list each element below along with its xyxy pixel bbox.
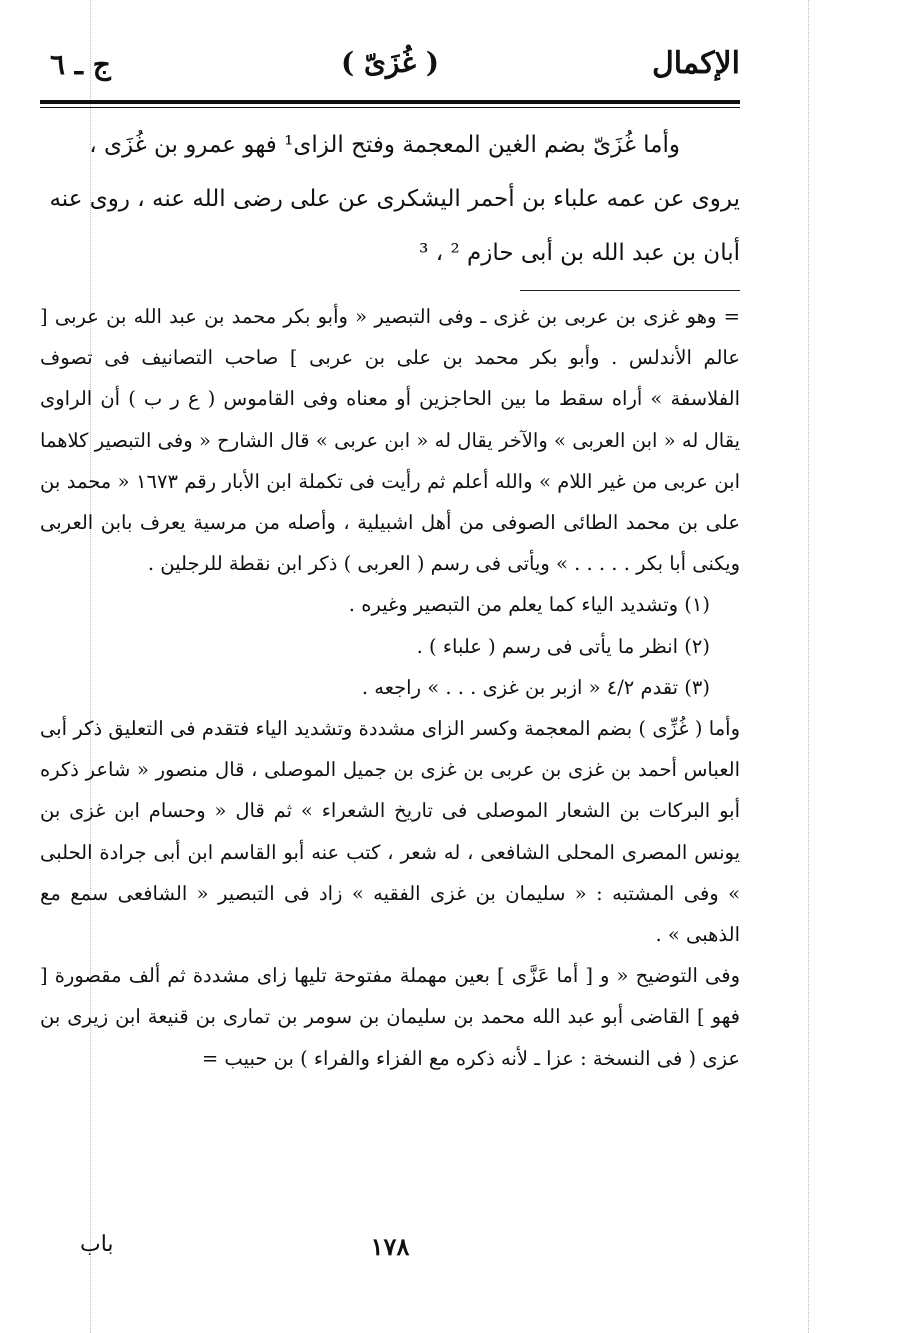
running-header: [40, 40, 740, 96]
book-title: الإكمال: [651, 46, 740, 81]
scan-edge-line: [808, 0, 809, 1333]
footnote-continuation: = وهو غزى بن عربى بن غزى ـ وفى التبصير « وأبو بكر محمد بن عبد الله بن عربى [ عالم الأندلس . وأبو بكر محمد بن على بن عربى ] صاحب التصانيف فى تصوف الفلاسفة » أراه سقط ما بين الحاجزين أو معناه وفى القاموس ( ع ر ب ) أن الراوى يقال له « ابن العربى » والآخر يقال له « ابن عربى » قال الشارح « وفى التبصير كلاهما ابن عربى من غير اللام » والله أعلم ثم رأيت فى تكملة ابن الأبار رقم ١٦٧٣ « محمد بن على بن محمد الطائى الصوفى من أهل اشبيلية ، وأصله من مرسية يعرف بابن العربى ويكنى أبا بكر . . . . . » ويأتى فى رسم ( العربى ) ذكر ابن نقطة للرجلين .: [40, 305, 740, 576]
volume-label: ج ـ ٦: [50, 48, 111, 81]
main-paragraph-line: أبان بن عبد الله بن أبى حازم ² ، ³: [419, 240, 740, 266]
catchword: باب: [80, 1232, 114, 1257]
header-rule-thin: [40, 107, 740, 108]
footnote-divider: [520, 290, 740, 291]
header-rule: [40, 100, 740, 104]
main-paragraph-line: يروى عن عمه علباء بن أحمر اليشكرى عن على رضى الله عنه ، روى عنه: [49, 186, 740, 212]
footnotes-section: [40, 296, 740, 1079]
footnote-1: (١) وتشديد الياء كما يعلم من التبصير وغيره .: [348, 593, 710, 617]
main-text: [40, 118, 740, 280]
footnote-3: (٣) تقدم ٤/٢ « ازبر بن غزى . . . » راجعه .: [361, 675, 710, 699]
page-number: ١٧٨: [370, 1232, 410, 1261]
footnote-2: (٢) انظر ما يأتى فى رسم ( علباء ) .: [416, 634, 710, 658]
addendum-paragraph: وأما ( غُزِّى ) بضم المعجمة وكسر الزاى مشددة وتشديد الياء فتقدم فى التعليق ذكر أبى العباس أحمد بن غزى بن عربى بن غزى بن جميل الموصلى ، قال منصور « شاعر ذكره أبو البركات بن الشعار الموصلى فى تاريخ الشعراء » ثم قال « وحسام ابن غزى بن يونس المصرى المحلى الشافعى ، له شعر ، كتب عنه أبو القاسم ابن أبى جرادة الحلبى » وفى المشتبه : « سليمان بن غزى الفقيه » زاد فى التبصير « الشافعى سمع مع الذهبى » .: [40, 717, 740, 947]
addendum-paragraph: وفى التوضيح « و [ أما عَزَّى ] بعين مهملة مفتوحة تليها زاى مشددة ثم ألف مقصورة [ فهو ] القاضى أبو عبد الله محمد بن سليمان بن سومر بن تمارى بن قنيعة ابن زيرى بن عزى ( فى النسخة : عزا ـ لأنه ذكره مع الفزاء والفراء ) بن حبيب =: [40, 964, 740, 1070]
main-paragraph-line: وأما غُزَىّ بضم الغين المعجمة وفتح الزاى¹ فهو عمرو بن غُزَى ،: [89, 132, 680, 158]
entry-heading: ( غُزَىّ ): [341, 46, 439, 79]
page-footer: [40, 1232, 740, 1272]
